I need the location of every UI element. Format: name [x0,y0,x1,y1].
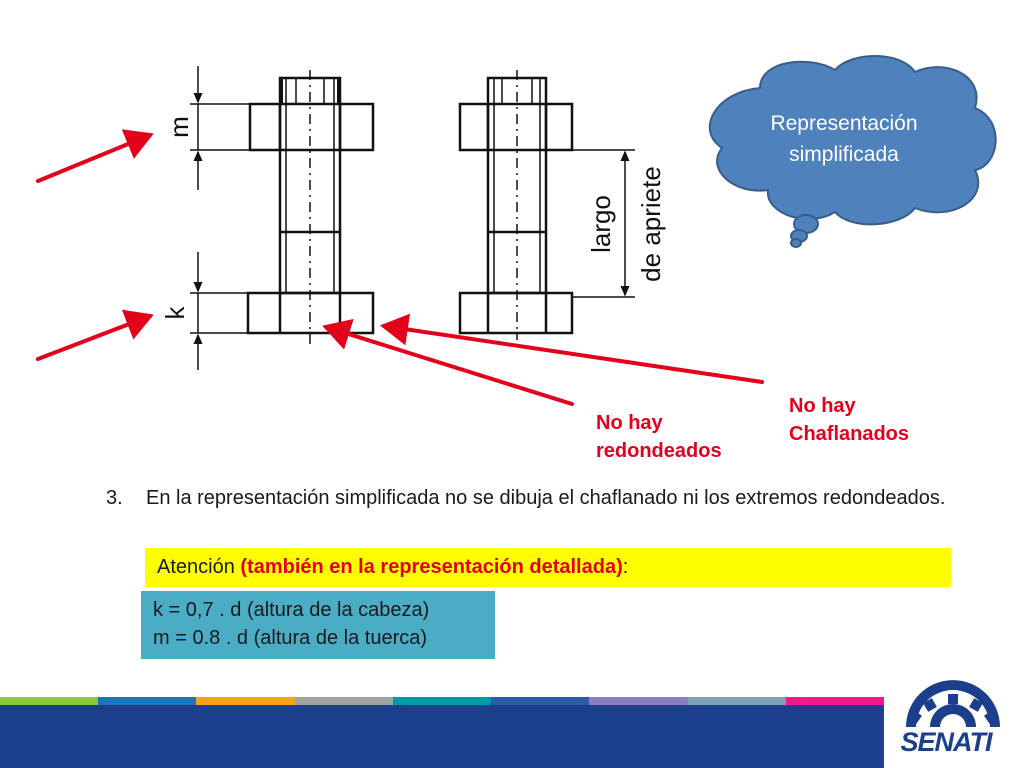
footer-stripe-segment [98,697,196,705]
footer-stripe-segment [393,697,491,705]
attention-suffix: : [622,556,629,578]
dimension-m-label: m [164,116,194,138]
footer-stripe-segment [0,697,98,705]
attention-prefix: Atención [157,556,241,578]
cloud-line-1: Representación [770,112,918,135]
callout-chaflanados-line-1: No hay [789,395,856,417]
cloud-callout-text [744,108,944,170]
dimension-m [190,66,250,190]
attention-highlight: (también en la representación detallada) [240,556,623,578]
footer-color-stripe [0,697,884,705]
senati-logo-text: SENATI [900,727,992,757]
bolt-drawing-right [460,78,572,333]
formula-box [141,591,495,659]
dimension-k [190,252,248,370]
item-number: 3. [106,487,123,509]
formula-m: m = 0.8 . d (altura de la tuerca) [153,627,428,649]
dimension-k-label: k [160,306,190,320]
formula-k: k = 0,7 . d (altura de la cabeza) [153,599,430,621]
senati-gear-icon [906,680,1000,727]
footer-stripe-segment [491,697,589,705]
dimension-de-apriete-label: de apriete [636,166,666,282]
item-text: En la representación simplificada no se dibuja el chaflanado ni los extremos redondeados. [146,487,946,509]
callout-redondeados-line-1: No hay [596,412,663,434]
footer-stripe-segment [196,697,294,705]
dimension-largo-label: largo [586,195,616,253]
footer-stripe-segment [688,697,786,705]
footer-bar [0,705,884,768]
footer-stripe-segment [786,697,884,705]
arrow-chaflanados [384,326,762,382]
footer-stripe-segment [295,697,393,705]
arrow-to-nut [38,135,150,181]
arrow-to-head [38,316,150,359]
callout-redondeados-line-2: redondeados [596,440,722,462]
callout-no-chaflanados [789,392,909,448]
callout-no-redondeados [596,409,722,465]
cloud-line-2: simplificada [789,143,899,166]
callout-chaflanados-line-2: Chaflanados [789,423,910,445]
attention-banner [145,548,951,587]
footer-stripe-segment [589,697,687,705]
arrow-redondeados [326,327,572,404]
